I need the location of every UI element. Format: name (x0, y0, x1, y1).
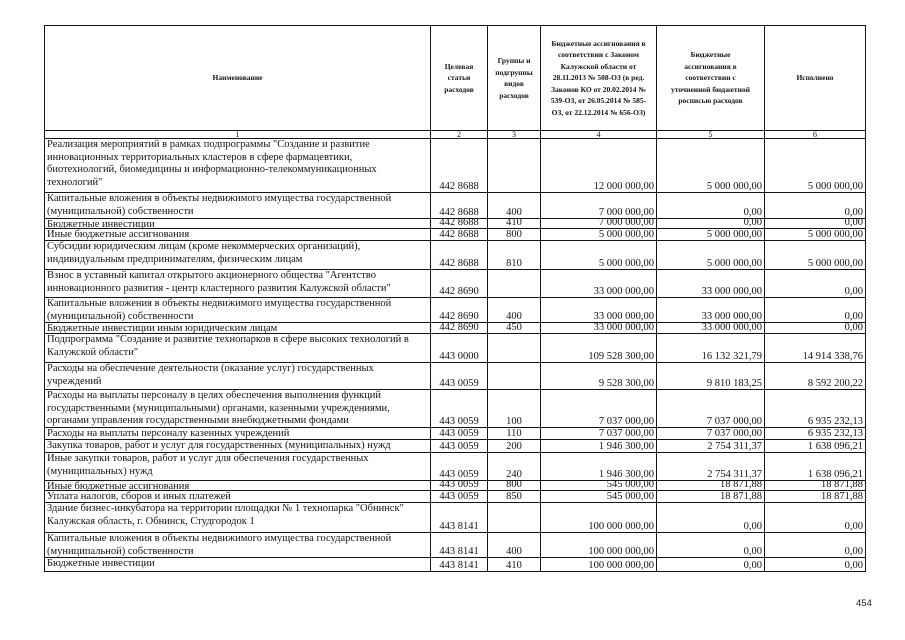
table-row (45, 481, 866, 491)
cell-name: Расходы на выплаты персоналу в целях обеспечения выполнения функций государственными (муниципальными) органами, казенными учреждениями, органами управления государственными внебюджетными фондами (45, 390, 431, 427)
cell-target-article: 442 8688 (431, 241, 488, 269)
table-header (45, 26, 866, 131)
cell-target-article: 443 0059 (431, 363, 488, 389)
cell-executed: 18 871,88 (765, 481, 866, 490)
cell-target-article: 442 8688 (431, 139, 488, 192)
cell-name: Иные бюджетные ассигнования (45, 229, 431, 240)
cell-expense-group: 800 (488, 229, 541, 240)
cell-name: Подпрограмма "Создание и развитие технопарков в сфере высоких технологий в Калужской области" (45, 334, 431, 362)
cell-law-appropriation: 5 000 000,00 (541, 229, 657, 240)
cell-expense-group: 400 (488, 193, 541, 218)
cell-name: Бюджетные инвестиции иным юридическим лицам (45, 323, 431, 333)
table-row (45, 270, 866, 298)
cell-target-article: 442 8688 (431, 219, 488, 228)
cell-target-article: 443 0059 (431, 453, 488, 480)
cell-target-article: 443 0000 (431, 334, 488, 362)
cell-executed: 14 914 338,76 (765, 334, 866, 362)
cell-name: Капитальные вложения в объекты недвижимого имущества государственной (муниципальной) собственности (45, 193, 431, 218)
cell-refined-appropriation: 7 037 000,00 (657, 428, 765, 439)
cell-executed: 1 638 096,21 (765, 453, 866, 480)
cell-law-appropriation: 1 946 300,00 (541, 440, 657, 452)
cell-executed: 8 592 200,22 (765, 363, 866, 389)
cell-executed: 6 935 232,13 (765, 390, 866, 427)
cell-expense-group: 400 (488, 298, 541, 322)
table-row (45, 440, 866, 453)
cell-executed: 0,00 (765, 503, 866, 532)
cell-target-article: 443 0059 (431, 390, 488, 427)
cell-target-article: 443 8141 (431, 558, 488, 571)
column-number: 2 (431, 131, 488, 138)
cell-name: Субсидии юридическим лицам (кроме некоммерческих организаций), индивидуальным предпринимателям, физическим лицам (45, 241, 431, 269)
cell-refined-appropriation: 33 000 000,00 (657, 298, 765, 322)
cell-refined-appropriation: 9 810 183,25 (657, 363, 765, 389)
cell-executed: 5 000 000,00 (765, 229, 866, 240)
cell-law-appropriation: 545 000,00 (541, 491, 657, 502)
cell-expense-group: 240 (488, 453, 541, 480)
cell-name: Реализация мероприятий в рамках подпрограммы "Создание и развитие инновационных территориальных кластеров в сфере фармацевтики, биотехнологий, биомедицины и информационно-телекоммуникационных технологий" (45, 139, 431, 192)
cell-refined-appropriation: 5 000 000,00 (657, 139, 765, 192)
table-row (45, 428, 866, 440)
cell-target-article: 442 8690 (431, 323, 488, 333)
cell-target-article: 443 0059 (431, 481, 488, 490)
header-law-appropriation: Бюджетные ассигнования в соответствии с Законом Калужской области от 28.11.2013 № 508-ОЗ (в ред. Законов КО от 20.02.2014 № 539-ОЗ, от 26.05.2014 № 585- ОЗ, от 22.12.2014 № 656-ОЗ) (541, 26, 657, 130)
cell-expense-group: 450 (488, 323, 541, 333)
cell-expense-group (488, 334, 541, 362)
cell-name: Капитальные вложения в объекты недвижимого имущества государственной (муниципальной) собственности (45, 533, 431, 557)
cell-expense-group: 850 (488, 491, 541, 502)
column-number-row (45, 131, 866, 139)
cell-expense-group (488, 363, 541, 389)
table-row (45, 503, 866, 533)
cell-expense-group (488, 503, 541, 532)
cell-target-article: 442 8688 (431, 229, 488, 240)
cell-expense-group: 410 (488, 558, 541, 571)
table-row (45, 533, 866, 558)
cell-refined-appropriation: 2 754 311,37 (657, 440, 765, 452)
table-row (45, 491, 866, 503)
cell-refined-appropriation: 0,00 (657, 533, 765, 557)
header-expense-group: Группы и подгруппы видов расходов (488, 26, 541, 130)
cell-law-appropriation: 33 000 000,00 (541, 298, 657, 322)
cell-target-article: 442 8690 (431, 298, 488, 322)
cell-law-appropriation: 100 000 000,00 (541, 558, 657, 571)
table-row (45, 298, 866, 323)
cell-target-article: 442 8688 (431, 193, 488, 218)
cell-refined-appropriation: 18 871,88 (657, 481, 765, 490)
cell-law-appropriation: 7 037 000,00 (541, 390, 657, 427)
column-number: 3 (488, 131, 541, 138)
cell-law-appropriation: 7 000 000,00 (541, 193, 657, 218)
cell-expense-group (488, 270, 541, 297)
cell-law-appropriation: 100 000 000,00 (541, 503, 657, 532)
cell-refined-appropriation: 18 871,88 (657, 491, 765, 502)
cell-name: Иные бюджетные ассигнования (45, 481, 431, 490)
cell-expense-group (488, 139, 541, 192)
cell-refined-appropriation: 0,00 (657, 193, 765, 218)
table-row (45, 453, 866, 481)
cell-executed: 0,00 (765, 219, 866, 228)
column-number: 5 (657, 131, 765, 138)
cell-refined-appropriation: 7 037 000,00 (657, 390, 765, 427)
budget-table (44, 25, 866, 572)
cell-law-appropriation: 100 000 000,00 (541, 533, 657, 557)
cell-name: Расходы на выплаты персоналу казенных учреждений (45, 428, 431, 439)
cell-name: Бюджетные инвестиции (45, 219, 431, 228)
cell-refined-appropriation: 0,00 (657, 503, 765, 532)
header-executed: Исполнено (765, 26, 866, 130)
header-refined-appropriation: Бюджетные ассигнования в соответствии с уточненной бюджетной росписью расходов (657, 26, 765, 130)
cell-law-appropriation: 7 037 000,00 (541, 428, 657, 439)
cell-executed: 0,00 (765, 298, 866, 322)
column-number: 4 (541, 131, 657, 138)
cell-target-article: 443 8141 (431, 503, 488, 532)
cell-executed: 0,00 (765, 323, 866, 333)
cell-target-article: 443 0059 (431, 428, 488, 439)
cell-refined-appropriation: 33 000 000,00 (657, 270, 765, 297)
cell-law-appropriation: 33 000 000,00 (541, 270, 657, 297)
cell-law-appropriation: 5 000 000,00 (541, 241, 657, 269)
cell-target-article: 443 0059 (431, 491, 488, 502)
table-row (45, 193, 866, 219)
cell-expense-group: 110 (488, 428, 541, 439)
column-number: 6 (765, 131, 866, 138)
cell-refined-appropriation: 5 000 000,00 (657, 229, 765, 240)
cell-expense-group: 810 (488, 241, 541, 269)
cell-expense-group: 410 (488, 219, 541, 228)
cell-name: Закупка товаров, работ и услуг для государственных (муниципальных) нужд (45, 440, 431, 452)
cell-executed: 5 000 000,00 (765, 139, 866, 192)
cell-name: Уплата налогов, сборов и иных платежей (45, 491, 431, 502)
cell-expense-group: 200 (488, 440, 541, 452)
cell-law-appropriation: 9 528 300,00 (541, 363, 657, 389)
cell-target-article: 443 0059 (431, 440, 488, 452)
cell-law-appropriation: 1 946 300,00 (541, 453, 657, 480)
cell-refined-appropriation: 0,00 (657, 558, 765, 571)
cell-executed: 0,00 (765, 558, 866, 571)
table-row (45, 363, 866, 390)
cell-name: Взнос в уставный капитал открытого акционерного общества "Агентство инновационного развития - центр кластерного развития Калужской области" (45, 270, 431, 297)
table-row (45, 139, 866, 193)
cell-refined-appropriation: 16 132 321,79 (657, 334, 765, 362)
table-row (45, 558, 866, 572)
cell-expense-group: 800 (488, 481, 541, 490)
cell-name: Бюджетные инвестиции (45, 558, 431, 571)
column-number: 1 (45, 131, 431, 138)
cell-refined-appropriation: 2 754 311,37 (657, 453, 765, 480)
cell-executed: 18 871,88 (765, 491, 866, 502)
cell-executed: 0,00 (765, 533, 866, 557)
cell-target-article: 442 8690 (431, 270, 488, 297)
cell-name: Иные закупки товаров, работ и услуг для обеспечения государственных (муниципальных) нужд (45, 453, 431, 480)
table-row (45, 219, 866, 229)
cell-executed: 0,00 (765, 270, 866, 297)
cell-name: Здание бизнес-инкубатора на территории площадки № 1 технопарка "Обнинск" Калужская область, г. Обнинск, Студгородок 1 (45, 503, 431, 532)
cell-law-appropriation: 12 000 000,00 (541, 139, 657, 192)
cell-refined-appropriation: 0,00 (657, 219, 765, 228)
cell-expense-group: 400 (488, 533, 541, 557)
header-name: Наименование (45, 26, 431, 130)
cell-refined-appropriation: 5 000 000,00 (657, 241, 765, 269)
cell-expense-group: 100 (488, 390, 541, 427)
table-row (45, 229, 866, 241)
table-row (45, 334, 866, 363)
table-row (45, 323, 866, 334)
table-row (45, 390, 866, 428)
cell-refined-appropriation: 33 000 000,00 (657, 323, 765, 333)
cell-executed: 1 638 096,21 (765, 440, 866, 452)
cell-law-appropriation: 33 000 000,00 (541, 323, 657, 333)
cell-target-article: 443 8141 (431, 533, 488, 557)
cell-name: Расходы на обеспечение деятельности (оказание услуг) государственных учреждений (45, 363, 431, 389)
cell-executed: 5 000 000,00 (765, 241, 866, 269)
header-target-article: Целевая статьи расходов (431, 26, 488, 130)
cell-law-appropriation: 109 528 300,00 (541, 334, 657, 362)
table-row (45, 241, 866, 270)
cell-executed: 6 935 232,13 (765, 428, 866, 439)
cell-name: Капитальные вложения в объекты недвижимого имущества государственной (муниципальной) собственности (45, 298, 431, 322)
cell-law-appropriation: 7 000 000,00 (541, 219, 657, 228)
cell-law-appropriation: 545 000,00 (541, 481, 657, 490)
page-number: 454 (856, 598, 872, 609)
cell-executed: 0,00 (765, 193, 866, 218)
